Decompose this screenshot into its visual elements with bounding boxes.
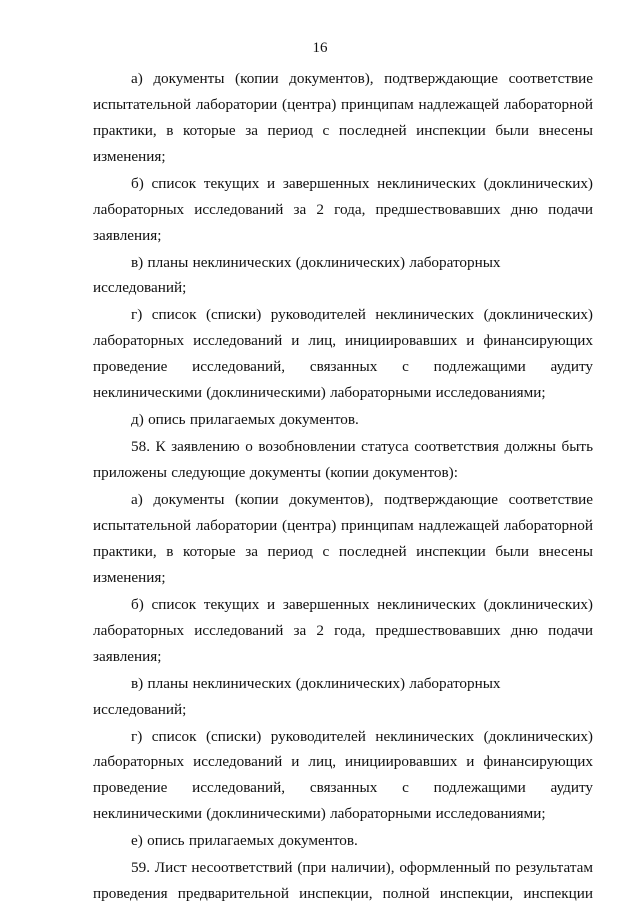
paragraph-57g: г) список (списки) руководителей неклинических (доклинических) лабораторных исследований и лиц, инициировавших и финансирующих проведение исследований, связанных с подлежащими аудиту неклиническими (доклиническими) лабораторными исследованиями; [93, 306, 593, 402]
page-number: 16 [312, 40, 328, 56]
paragraph-58: 58. К заявлению о возобновлении статуса соответствия должны быть приложены следующие документы (копии документов): [93, 438, 593, 482]
paragraph-57b: б) список текущих и завершенных неклинических (доклинических) лабораторных исследований за 2 года, предшествовавших дню подачи заявления; [93, 174, 593, 244]
paragraph-58v: в) планы неклинических (доклинических) лабораторных исследований; [93, 674, 501, 718]
paragraph-58a: а) документы (копии документов), подтверждающие соответствие испытательной лаборатории (центра) принципам надлежащей лабораторной практики, в которые за период с последней инспекции были внесены изменения; [93, 491, 593, 586]
paragraph-57d: д) опись прилагаемых документов. [131, 411, 359, 429]
document-body [93, 66, 593, 908]
paragraph-58g: г) список (списки) руководителей неклинических (доклинических) лабораторных исследований и лиц, инициировавших и финансирующих проведение исследований, связанных с подлежащими аудиту неклиническими (доклиническими) лабораторными исследованиями; [93, 727, 593, 823]
paragraph-57a: а) документы (копии документов), подтверждающие соответствие испытательной лаборатории (центра) принципам надлежащей лабораторной практики, в которые за период с последней инспекции были внесены изменения; [93, 70, 593, 165]
paragraph-57v: в) планы неклинических (доклинических) лабораторных исследований; [93, 253, 501, 297]
paragraph-59: 59. Лист несоответствий (при наличии), оформленный по результатам проведения предварительной инспекции, полной инспекции, инспекции [93, 859, 593, 903]
paragraph-58b: б) список текущих и завершенных неклинических (доклинических) лабораторных исследований за 2 года, предшествовавших дню подачи заявления; [93, 595, 593, 665]
paragraph-58e: е) опись прилагаемых документов. [131, 832, 358, 850]
